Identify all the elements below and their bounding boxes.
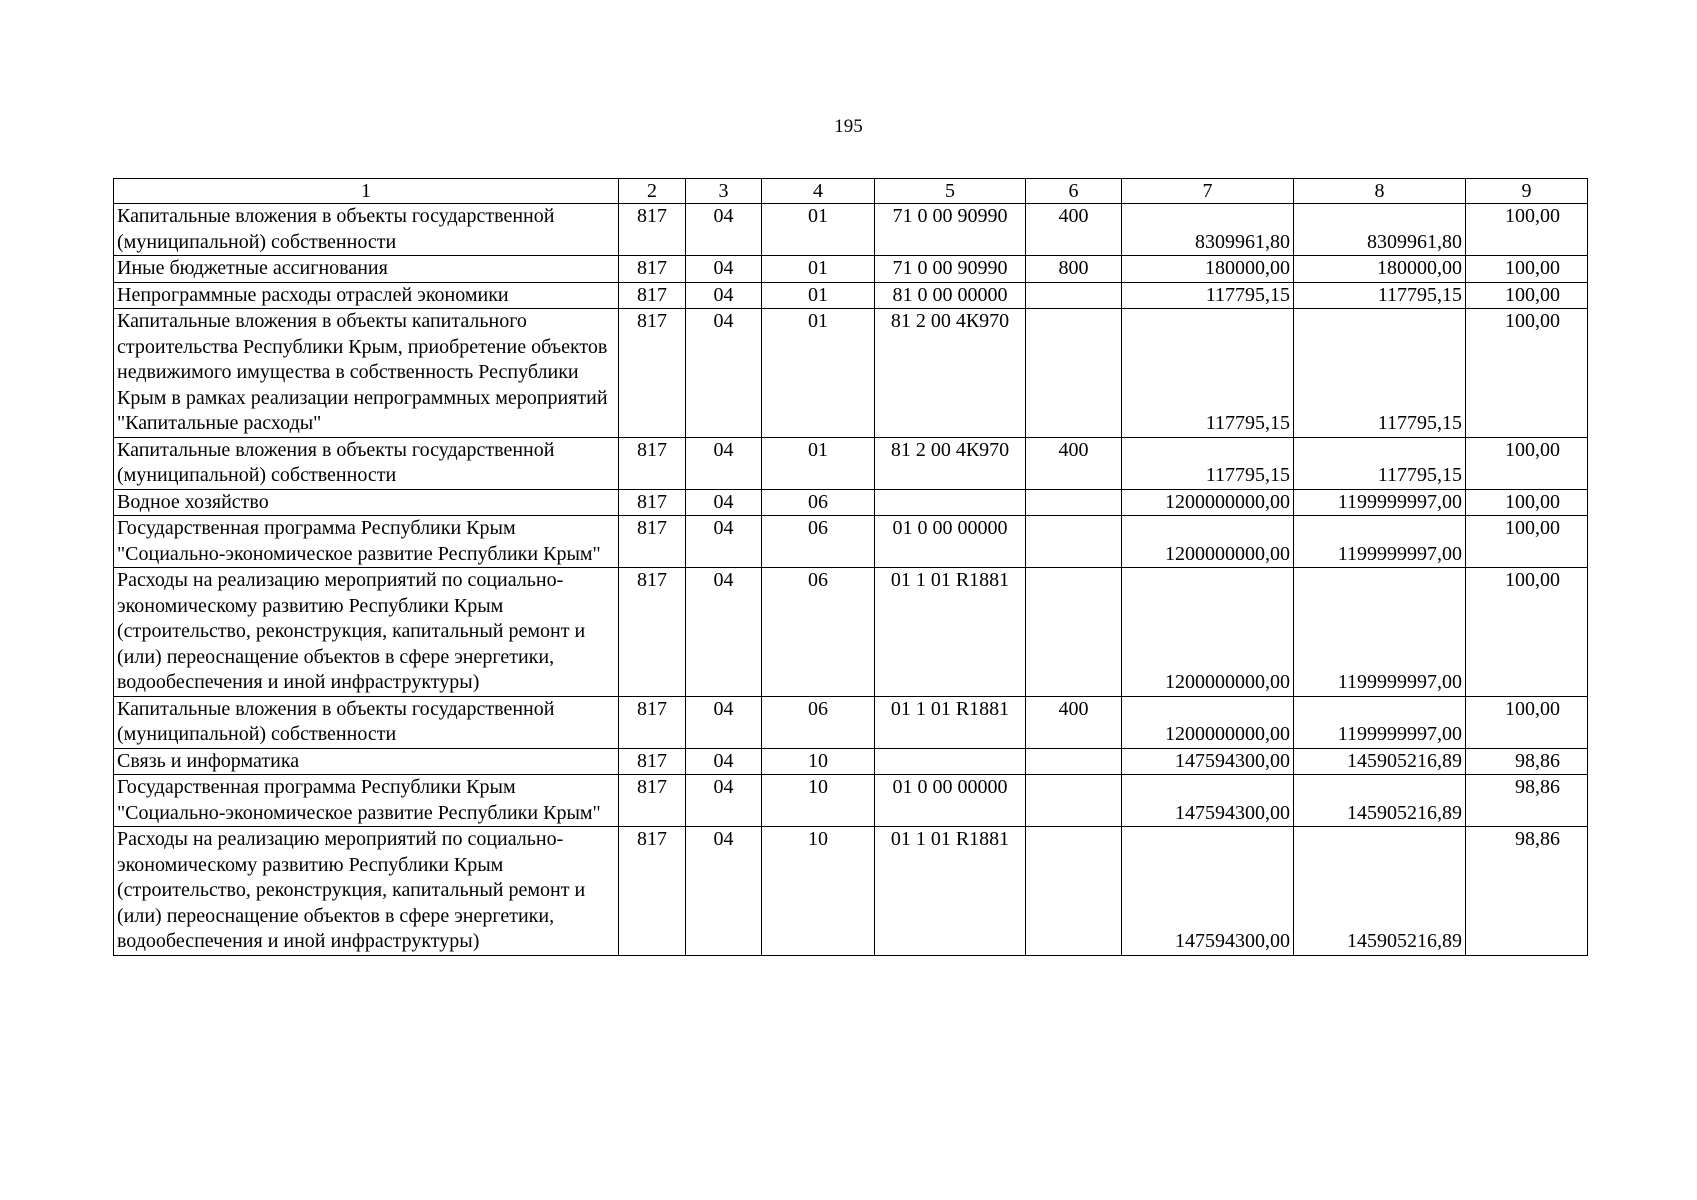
row-section-cell: 04 bbox=[686, 827, 762, 956]
row-grbs-cell: 817 bbox=[619, 568, 686, 697]
row-target-article-cell: 71 0 00 90990 bbox=[875, 256, 1026, 283]
row-fact-amount-cell: 117795,15 bbox=[1294, 437, 1466, 489]
row-name-cell: Капитальные вложения в объекты государственной (муниципальной) собственности bbox=[114, 696, 619, 748]
row-expense-type-cell bbox=[1026, 489, 1122, 516]
row-subsection-cell: 01 bbox=[762, 282, 875, 309]
row-subsection-cell: 10 bbox=[762, 775, 875, 827]
row-plan-amount-cell: 1200000000,00 bbox=[1122, 696, 1294, 748]
row-expense-type-cell bbox=[1026, 282, 1122, 309]
row-percent-cell: 100,00 bbox=[1466, 696, 1588, 748]
row-plan-amount-cell: 1200000000,00 bbox=[1122, 516, 1294, 568]
row-expense-type-cell bbox=[1026, 775, 1122, 827]
row-name-cell: Связь и информатика bbox=[114, 748, 619, 775]
row-target-article-cell: 71 0 00 90990 bbox=[875, 204, 1026, 256]
row-percent-cell: 98,86 bbox=[1466, 775, 1588, 827]
table-row bbox=[114, 516, 1588, 568]
table-row bbox=[114, 489, 1588, 516]
row-grbs-cell: 817 bbox=[619, 309, 686, 438]
row-percent-cell: 100,00 bbox=[1466, 204, 1588, 256]
row-percent-cell: 100,00 bbox=[1466, 489, 1588, 516]
row-name-cell: Расходы на реализацию мероприятий по социально-экономическому развитию Республики Крым (строительство, реконструкция, капитальный ремонт и (или) переоснащение объектов в сфере энергетики, водообеспечения и иной инфраструктуры) bbox=[114, 568, 619, 697]
row-target-article-cell bbox=[875, 748, 1026, 775]
header-cell-4: 4 bbox=[762, 179, 875, 204]
row-target-article-cell: 01 0 00 00000 bbox=[875, 516, 1026, 568]
table-row bbox=[114, 775, 1588, 827]
row-fact-amount-cell: 1199999997,00 bbox=[1294, 696, 1466, 748]
row-grbs-cell: 817 bbox=[619, 204, 686, 256]
row-section-cell: 04 bbox=[686, 516, 762, 568]
row-subsection-cell: 01 bbox=[762, 437, 875, 489]
row-name-cell: Капитальные вложения в объекты государственной (муниципальной) собственности bbox=[114, 437, 619, 489]
table-row bbox=[114, 827, 1588, 956]
budget-table bbox=[113, 178, 1588, 956]
row-fact-amount-cell: 8309961,80 bbox=[1294, 204, 1466, 256]
header-cell-8: 8 bbox=[1294, 179, 1466, 204]
table-header-row bbox=[114, 179, 1588, 204]
row-name-cell: Расходы на реализацию мероприятий по социально-экономическому развитию Республики Крым (строительство, реконструкция, капитальный ремонт и (или) переоснащение объектов в сфере энергетики, водообеспечения и иной инфраструктуры) bbox=[114, 827, 619, 956]
table-body bbox=[114, 179, 1588, 956]
row-grbs-cell: 817 bbox=[619, 827, 686, 956]
row-percent-cell: 98,86 bbox=[1466, 748, 1588, 775]
row-target-article-cell bbox=[875, 489, 1026, 516]
row-percent-cell: 100,00 bbox=[1466, 516, 1588, 568]
row-grbs-cell: 817 bbox=[619, 516, 686, 568]
row-plan-amount-cell: 117795,15 bbox=[1122, 309, 1294, 438]
row-grbs-cell: 817 bbox=[619, 256, 686, 283]
row-subsection-cell: 06 bbox=[762, 696, 875, 748]
row-name-cell: Государственная программа Республики Крым "Социально-экономическое развитие Республики Крым" bbox=[114, 775, 619, 827]
row-plan-amount-cell: 180000,00 bbox=[1122, 256, 1294, 283]
row-expense-type-cell bbox=[1026, 568, 1122, 697]
row-expense-type-cell: 400 bbox=[1026, 204, 1122, 256]
row-fact-amount-cell: 180000,00 bbox=[1294, 256, 1466, 283]
header-cell-1: 1 bbox=[114, 179, 619, 204]
row-name-cell: Водное хозяйство bbox=[114, 489, 619, 516]
row-plan-amount-cell: 147594300,00 bbox=[1122, 748, 1294, 775]
page-number: 195 bbox=[834, 116, 863, 137]
row-fact-amount-cell: 117795,15 bbox=[1294, 309, 1466, 438]
row-name-cell: Государственная программа Республики Крым "Социально-экономическое развитие Республики Крым" bbox=[114, 516, 619, 568]
row-plan-amount-cell: 147594300,00 bbox=[1122, 827, 1294, 956]
row-target-article-cell: 01 1 01 R1881 bbox=[875, 696, 1026, 748]
row-target-article-cell: 81 0 00 00000 bbox=[875, 282, 1026, 309]
header-cell-3: 3 bbox=[686, 179, 762, 204]
row-expense-type-cell bbox=[1026, 827, 1122, 956]
row-subsection-cell: 01 bbox=[762, 204, 875, 256]
header-cell-7: 7 bbox=[1122, 179, 1294, 204]
row-percent-cell: 100,00 bbox=[1466, 568, 1588, 697]
row-percent-cell: 100,00 bbox=[1466, 282, 1588, 309]
row-grbs-cell: 817 bbox=[619, 437, 686, 489]
row-expense-type-cell: 800 bbox=[1026, 256, 1122, 283]
row-section-cell: 04 bbox=[686, 775, 762, 827]
table-row bbox=[114, 309, 1588, 438]
row-fact-amount-cell: 1199999997,00 bbox=[1294, 516, 1466, 568]
row-plan-amount-cell: 1200000000,00 bbox=[1122, 568, 1294, 697]
row-section-cell: 04 bbox=[686, 204, 762, 256]
table-row bbox=[114, 748, 1588, 775]
header-cell-6: 6 bbox=[1026, 179, 1122, 204]
row-section-cell: 04 bbox=[686, 489, 762, 516]
row-percent-cell: 100,00 bbox=[1466, 437, 1588, 489]
row-grbs-cell: 817 bbox=[619, 282, 686, 309]
row-plan-amount-cell: 147594300,00 bbox=[1122, 775, 1294, 827]
row-name-cell: Капитальные вложения в объекты государственной (муниципальной) собственности bbox=[114, 204, 619, 256]
row-subsection-cell: 06 bbox=[762, 568, 875, 697]
row-section-cell: 04 bbox=[686, 309, 762, 438]
row-fact-amount-cell: 117795,15 bbox=[1294, 282, 1466, 309]
table-row bbox=[114, 282, 1588, 309]
row-section-cell: 04 bbox=[686, 748, 762, 775]
row-section-cell: 04 bbox=[686, 256, 762, 283]
table-row bbox=[114, 256, 1588, 283]
row-expense-type-cell: 400 bbox=[1026, 696, 1122, 748]
row-percent-cell: 100,00 bbox=[1466, 256, 1588, 283]
row-subsection-cell: 01 bbox=[762, 309, 875, 438]
row-plan-amount-cell: 8309961,80 bbox=[1122, 204, 1294, 256]
row-fact-amount-cell: 145905216,89 bbox=[1294, 775, 1466, 827]
row-plan-amount-cell: 1200000000,00 bbox=[1122, 489, 1294, 516]
header-cell-2: 2 bbox=[619, 179, 686, 204]
row-fact-amount-cell: 145905216,89 bbox=[1294, 748, 1466, 775]
row-target-article-cell: 01 1 01 R1881 bbox=[875, 568, 1026, 697]
row-name-cell: Иные бюджетные ассигнования bbox=[114, 256, 619, 283]
row-name-cell: Непрограммные расходы отраслей экономики bbox=[114, 282, 619, 309]
row-section-cell: 04 bbox=[686, 568, 762, 697]
table-row bbox=[114, 204, 1588, 256]
table-row bbox=[114, 696, 1588, 748]
row-target-article-cell: 01 1 01 R1881 bbox=[875, 827, 1026, 956]
header-cell-5: 5 bbox=[875, 179, 1026, 204]
row-target-article-cell: 81 2 00 4К970 bbox=[875, 309, 1026, 438]
row-plan-amount-cell: 117795,15 bbox=[1122, 437, 1294, 489]
row-target-article-cell: 81 2 00 4К970 bbox=[875, 437, 1026, 489]
row-name-cell: Капитальные вложения в объекты капитального строительства Республики Крым, приобретение объектов недвижимого имущества в собственность Республики Крым в рамках реализации непрограммных мероприятий "Капитальные расходы" bbox=[114, 309, 619, 438]
table-row bbox=[114, 568, 1588, 697]
row-percent-cell: 100,00 bbox=[1466, 309, 1588, 438]
row-fact-amount-cell: 1199999997,00 bbox=[1294, 489, 1466, 516]
row-fact-amount-cell: 1199999997,00 bbox=[1294, 568, 1466, 697]
row-grbs-cell: 817 bbox=[619, 489, 686, 516]
header-cell-9: 9 bbox=[1466, 179, 1588, 204]
row-target-article-cell: 01 0 00 00000 bbox=[875, 775, 1026, 827]
row-expense-type-cell bbox=[1026, 309, 1122, 438]
row-grbs-cell: 817 bbox=[619, 775, 686, 827]
row-section-cell: 04 bbox=[686, 696, 762, 748]
row-plan-amount-cell: 117795,15 bbox=[1122, 282, 1294, 309]
row-expense-type-cell bbox=[1026, 516, 1122, 568]
row-subsection-cell: 10 bbox=[762, 748, 875, 775]
row-expense-type-cell: 400 bbox=[1026, 437, 1122, 489]
row-subsection-cell: 01 bbox=[762, 256, 875, 283]
row-section-cell: 04 bbox=[686, 282, 762, 309]
row-section-cell: 04 bbox=[686, 437, 762, 489]
row-subsection-cell: 10 bbox=[762, 827, 875, 956]
row-subsection-cell: 06 bbox=[762, 516, 875, 568]
row-percent-cell: 98,86 bbox=[1466, 827, 1588, 956]
row-fact-amount-cell: 145905216,89 bbox=[1294, 827, 1466, 956]
row-grbs-cell: 817 bbox=[619, 696, 686, 748]
row-subsection-cell: 06 bbox=[762, 489, 875, 516]
table-row bbox=[114, 437, 1588, 489]
row-expense-type-cell bbox=[1026, 748, 1122, 775]
row-grbs-cell: 817 bbox=[619, 748, 686, 775]
